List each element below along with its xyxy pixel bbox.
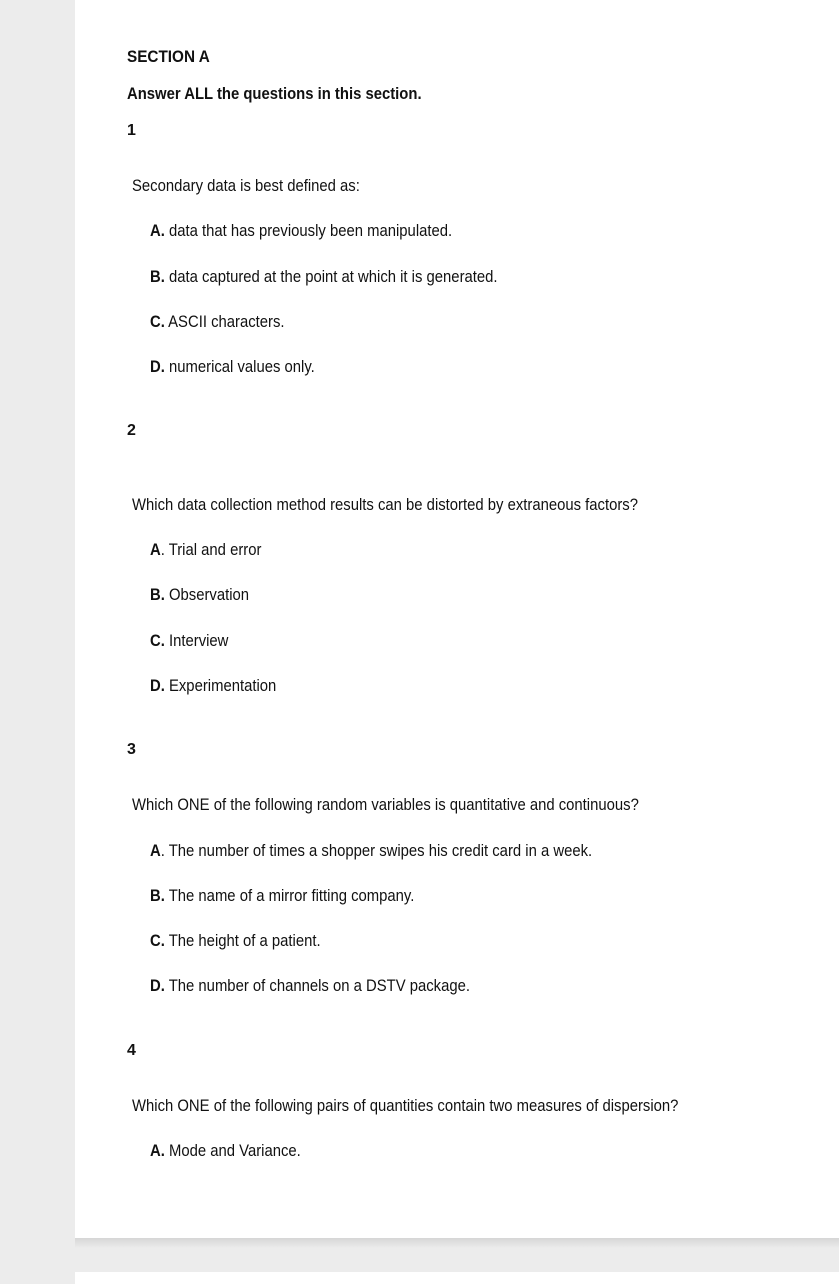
option-letter: D. — [150, 677, 165, 695]
question-number: 2 — [127, 422, 136, 439]
question-stem: Which ONE of the following pairs of quantities contain two measures of dispersion? — [132, 1097, 679, 1115]
option-letter: C. — [150, 313, 165, 331]
answer-option — [150, 976, 470, 996]
section-instructions: Answer ALL the questions in this section. — [127, 85, 422, 103]
section-title: SECTION A — [127, 47, 210, 66]
option-text: . The number of times a shopper swipes his credit card in a week. — [160, 842, 593, 860]
answer-option — [150, 841, 592, 861]
answer-option — [150, 357, 315, 377]
answer-option — [150, 676, 276, 696]
option-text: Mode and Variance. — [164, 1142, 301, 1160]
option-text: data that has previously been manipulated. — [164, 222, 453, 240]
option-letter: C. — [150, 932, 165, 950]
answer-option — [150, 221, 452, 241]
option-letter: B. — [150, 887, 165, 905]
question-number: 1 — [127, 122, 136, 139]
answer-option — [150, 1141, 301, 1161]
option-text: The name of a mirror fitting company. — [164, 887, 415, 905]
option-text: Observation — [164, 586, 250, 604]
answer-option — [150, 931, 321, 951]
document-page — [75, 0, 839, 1238]
option-text: The height of a patient. — [164, 932, 321, 950]
option-letter: D. — [150, 977, 165, 995]
answer-option — [150, 585, 249, 605]
question-number: 3 — [127, 741, 136, 758]
answer-option — [150, 540, 261, 560]
answer-option — [150, 631, 228, 651]
answer-option — [150, 312, 285, 332]
question-stem: Which ONE of the following random variables is quantitative and continuous? — [132, 796, 639, 814]
option-text: The number of channels on a DSTV package. — [164, 977, 471, 995]
answer-option — [150, 886, 414, 906]
option-text: . Trial and error — [160, 541, 262, 559]
option-text: numerical values only. — [164, 358, 315, 376]
question-stem: Secondary data is best defined as: — [132, 177, 360, 195]
question-stem: Which data collection method results can be distorted by extraneous factors? — [132, 496, 638, 514]
option-letter: A — [150, 541, 161, 559]
option-letter: B. — [150, 586, 165, 604]
page-shadow — [75, 1238, 839, 1248]
answer-option — [150, 267, 498, 287]
question-number: 4 — [127, 1042, 136, 1059]
option-letter: B. — [150, 268, 165, 286]
option-letter: A. — [150, 222, 165, 240]
option-text: data captured at the point at which it is generated. — [164, 268, 498, 286]
next-page-edge — [75, 1272, 839, 1284]
option-text: ASCII characters. — [164, 313, 285, 331]
option-letter: A — [150, 842, 161, 860]
option-letter: C. — [150, 632, 165, 650]
option-letter: D. — [150, 358, 165, 376]
option-text: Experimentation — [164, 677, 277, 695]
option-letter: A. — [150, 1142, 165, 1160]
option-text: Interview — [164, 632, 229, 650]
